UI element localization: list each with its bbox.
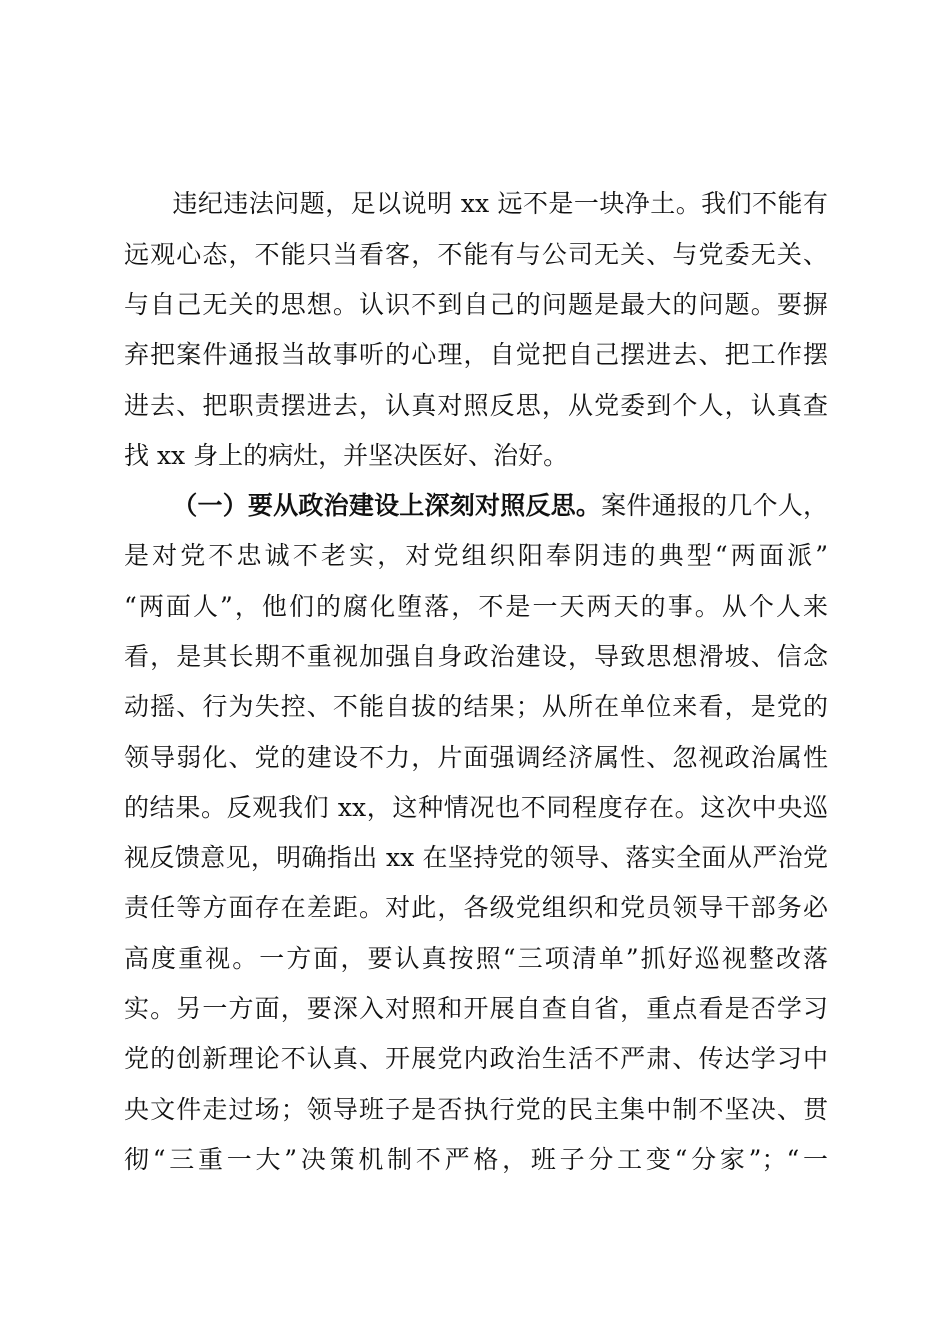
- paragraph-1-line-3: 与自己无关的思想。认识不到自己的问题是最大的问题。要摒: [124, 290, 828, 319]
- paragraph-1-line-4: 弃把案件通报当故事听的心理，自觉把自己摆进去、把工作摆: [124, 340, 828, 369]
- paragraph-2-line-7: 的结果。反观我们 xx，这种情况也不同程度存在。这次中央巡: [124, 793, 828, 822]
- paragraph-2-line-11: 实。另一方面，要深入对照和开展自查自省，重点看是否学习: [124, 994, 828, 1023]
- paragraph-2-line-2: 是对党不忠诚不老实，对党组织阳奉阴违的典型“两面派”: [124, 541, 828, 570]
- paragraph-2-line-9: 责任等方面存在差距。对此，各级党组织和党员领导干部务必: [124, 893, 828, 922]
- paragraph-1-line-2: 远观心态，不能只当看客，不能有与公司无关、与党委无关、: [124, 240, 828, 269]
- paragraph-1-line-5: 进去、把职责摆进去，认真对照反思，从党委到个人，认真查: [124, 391, 828, 420]
- section-heading: （一）要从政治建设上深刻对照反思。: [172, 491, 602, 520]
- paragraph-2-line-14: 彻“三重一大”决策机制不严格，班子分工变“分家”；“一: [124, 1145, 828, 1174]
- paragraph-2-line-8: 视反馈意见，明确指出 xx 在坚持党的领导、落实全面从严治党: [124, 843, 828, 872]
- paragraph-2-line-1-rest: 案件通报的几个人，: [601, 491, 828, 520]
- paragraph-2-line-4: 看，是其长期不重视加强自身政治建设，导致思想滑坡、信念: [124, 642, 828, 671]
- paragraph-1-line-1-text: 违纪违法问题，足以说明 xx 远不是一块净土。我们不能有: [172, 189, 828, 218]
- paragraph-2-line-12: 党的创新理论不认真、开展党内政治生活不严肃、传达学习中: [124, 1044, 828, 1073]
- paragraph-1-line-1: [124, 184, 828, 224]
- paragraph-2-line-13: 央文件走过场；领导班子是否执行党的民主集中制不坚决、贯: [124, 1095, 828, 1124]
- paragraph-2-line-10: 高度重视。一方面，要认真按照“三项清单”抓好巡视整改落: [124, 944, 828, 973]
- paragraph-2-line-6: 领导弱化、党的建设不力，片面强调经济属性、忽视政治属性: [124, 743, 828, 772]
- paragraph-2-line-3: “两面人”，他们的腐化堕落，不是一天两天的事。从个人来: [124, 592, 828, 621]
- paragraph-2-line-1: [124, 486, 828, 526]
- paragraph-2-line-5: 动摇、行为失控、不能自拔的结果；从所在单位来看，是党的: [124, 692, 828, 721]
- paragraph-1-line-6: 找 xx 身上的病灶，并坚决医好、治好。: [124, 441, 569, 470]
